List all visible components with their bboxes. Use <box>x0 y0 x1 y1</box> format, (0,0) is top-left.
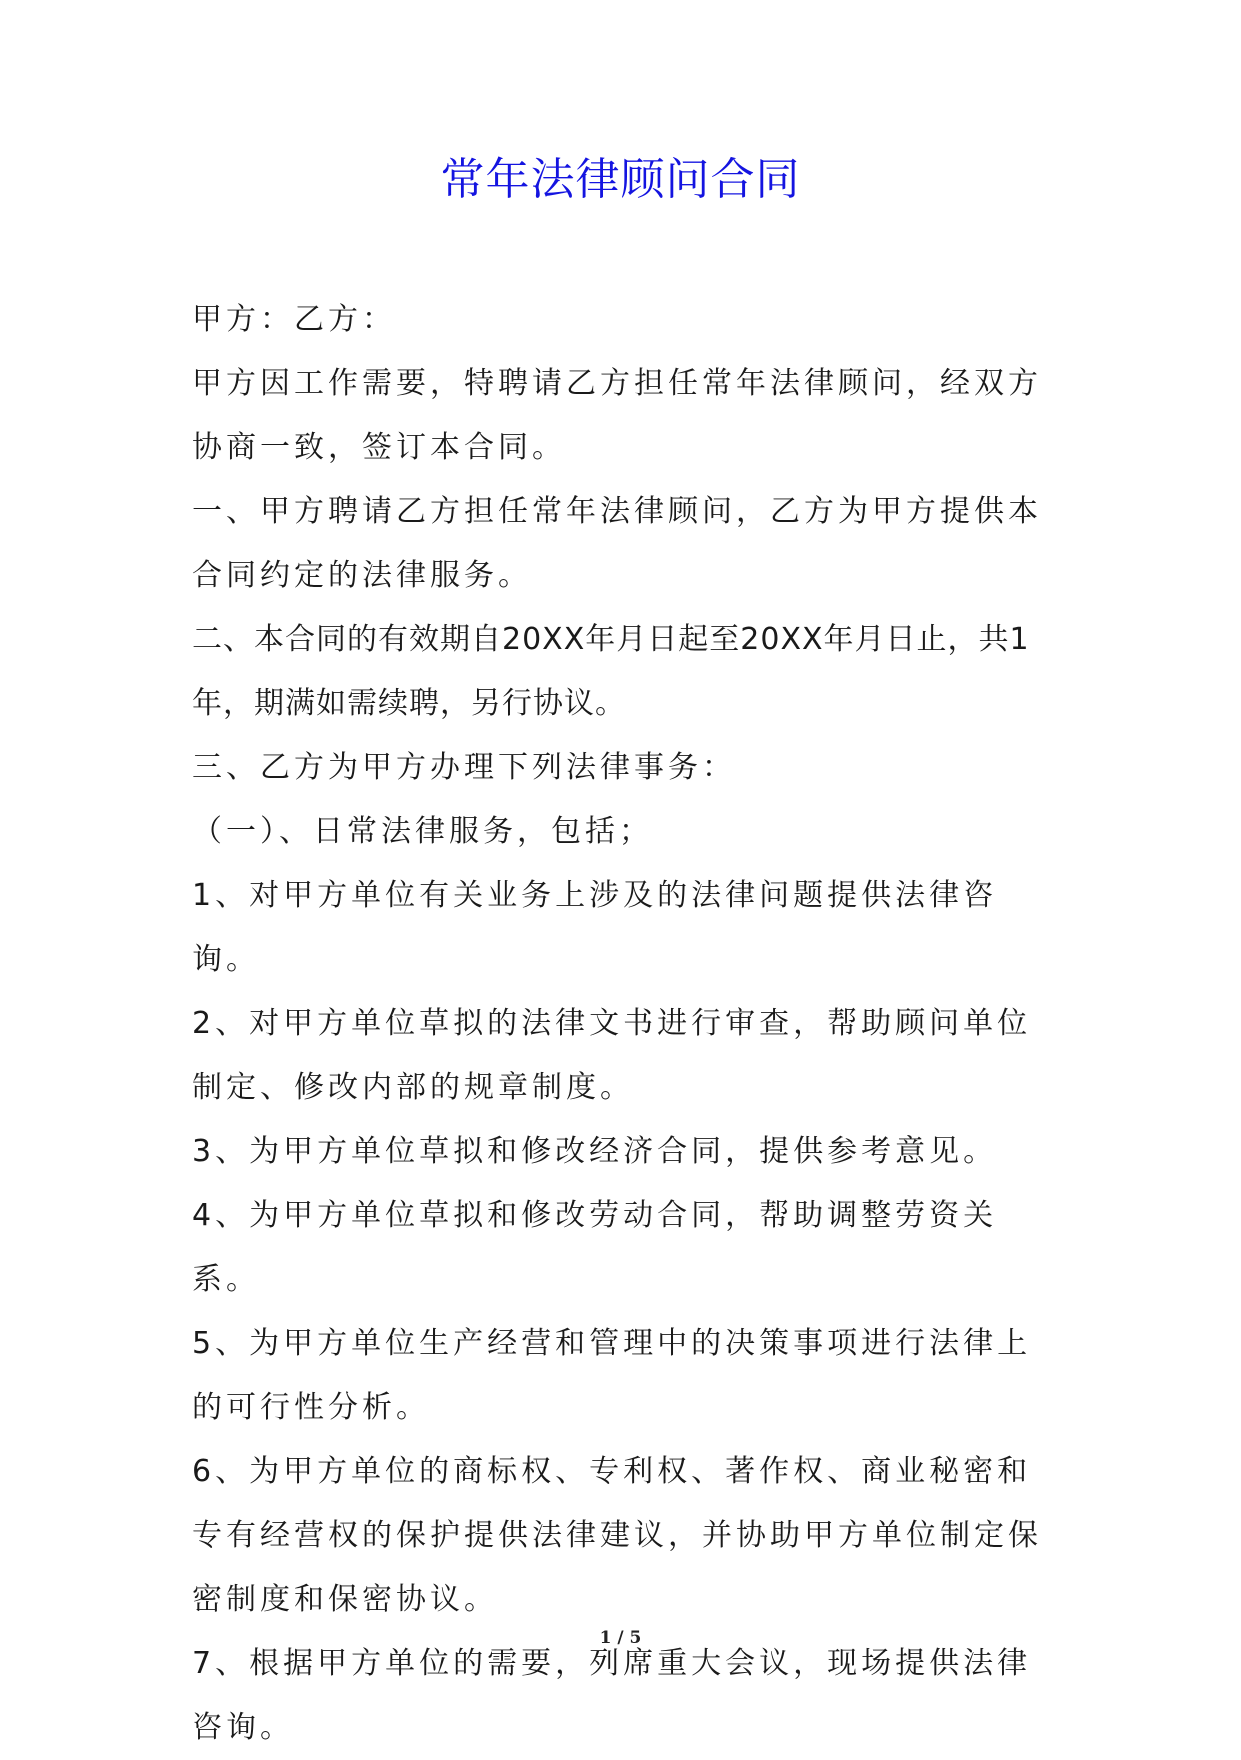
document-body <box>192 288 1058 1760</box>
service-item-1: 1、对甲方单位有关业务上涉及的法律问题提供法律咨询。 <box>192 878 998 977</box>
preamble-paragraph: 甲方因工作需要，特聘请乙方担任常年法律顾问，经双方协商一致，签订本合同。 <box>192 366 1042 465</box>
document-title: 常年法律顾问合同 <box>440 154 801 205</box>
parties-line: 甲方：乙方： <box>192 302 396 337</box>
clause-3: 三、乙方为甲方办理下列法律事务： <box>192 750 736 785</box>
service-item-4: 4、为甲方单位草拟和修改劳动合同，帮助调整劳资关系。 <box>192 1198 998 1297</box>
clause-1: 一、甲方聘请乙方担任常年法律顾问，乙方为甲方提供本合同约定的法律服务。 <box>192 494 1042 593</box>
service-item-7: 7、根据甲方单位的需要，列席重大会议，现场提供法律咨询。 <box>192 1646 1032 1745</box>
clause-2: 二、本合同的有效期自20XX年月日起至20XX年月日止，共1年，期满如需续聘，另行协议。 <box>192 622 1030 721</box>
service-item-6: 6、为甲方单位的商标权、专利权、著作权、商业秘密和专有经营权的保护提供法律建议，并协助甲方单位制定保密制度和保密协议。 <box>192 1454 1042 1617</box>
service-item-5: 5、为甲方单位生产经营和管理中的决策事项进行法律上的可行性分析。 <box>192 1326 1032 1425</box>
service-item-3: 3、为甲方单位草拟和修改经济合同，提供参考意见。 <box>192 1134 998 1169</box>
service-item-2: 2、对甲方单位草拟的法律文书进行审查，帮助顾问单位制定、修改内部的规章制度。 <box>192 1006 1032 1105</box>
clause-3-section-1: （一）、日常法律服务，包括； <box>192 814 653 849</box>
page-number: 1 / 5 <box>599 1628 642 1648</box>
